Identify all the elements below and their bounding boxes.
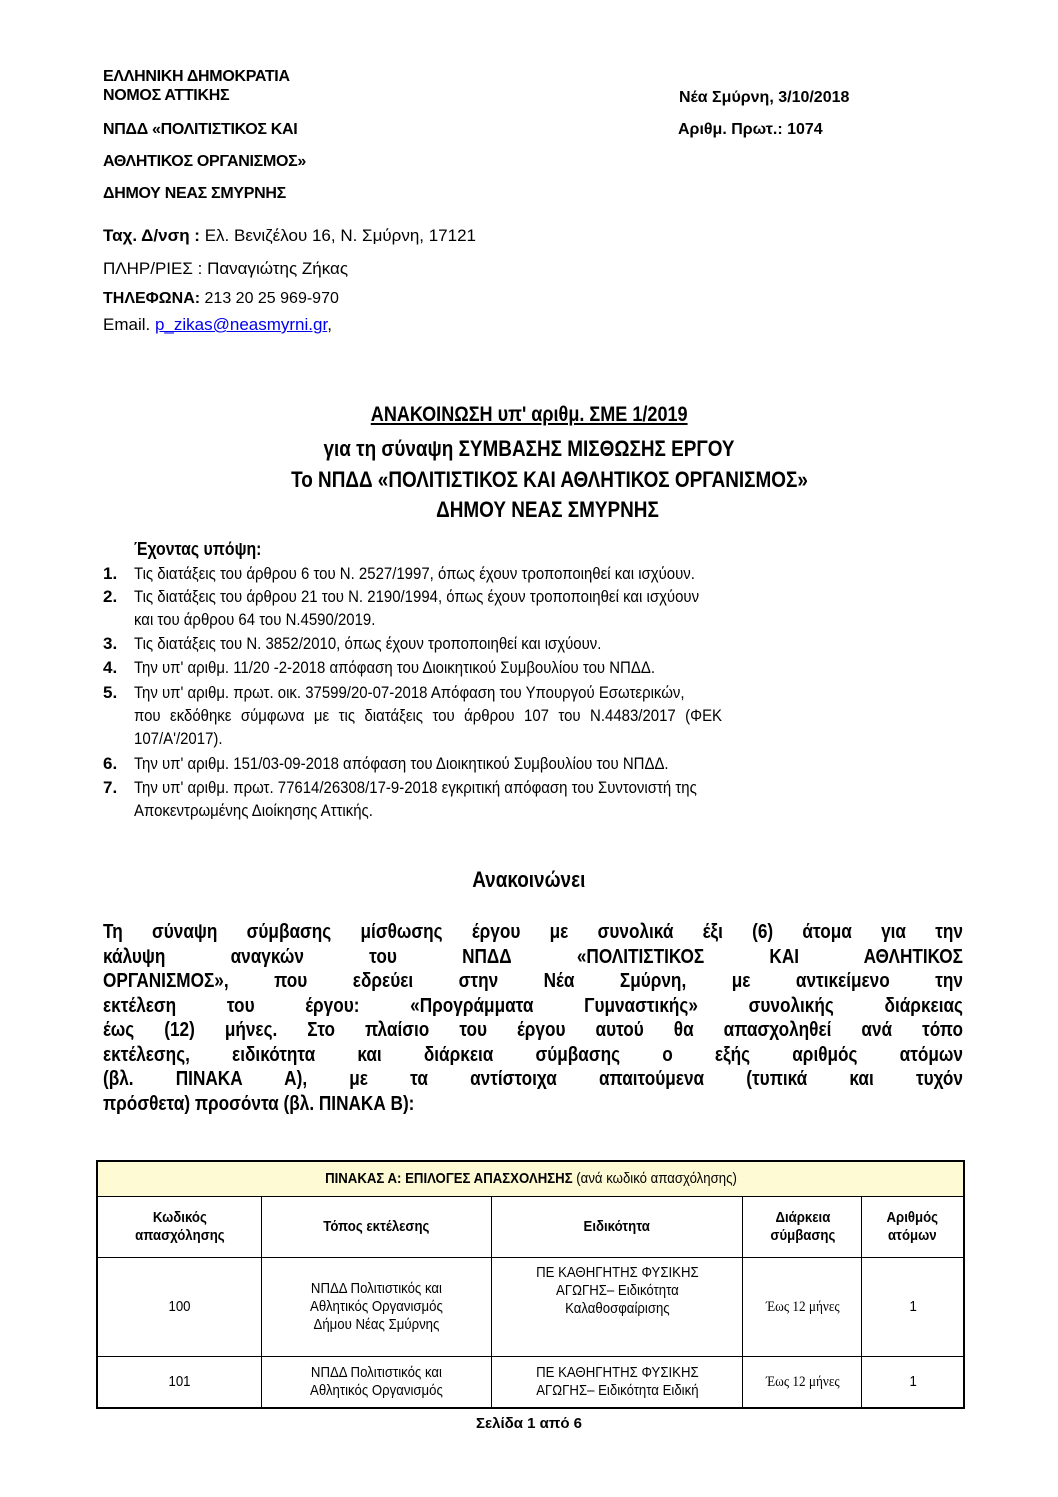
item-number: 3. (103, 634, 118, 653)
email-line (103, 315, 332, 335)
announcement-subtitle-2: Το ΝΠΔΔ «ΠΟΛΙΤΙΣΤΙΚΟΣ ΚΑΙ ΑΘΛΗΤΙΚΟΣ ΟΡΓΑΝΙΣΜΟΣ» (290, 467, 808, 492)
cell-count: 1 (862, 1258, 964, 1357)
item-number: 7. (103, 778, 118, 797)
item-number: 5. (103, 683, 118, 702)
table-header-row (97, 1197, 964, 1258)
contact-person-label: ΠΛΗΡ/ΡΙΕΣ : (103, 259, 208, 278)
document-page: ΕΛΛΗΝΙΚΗ ΔΗΜΟΚΡΑΤΙΑ ΝΟΜΟΣ ΑΤΤΙΚΗΣ ΝΠΔΔ «ΠΟΛΙΤΙΣΤΙΚΟΣ ΚΑΙ ΑΘΛΗΤΙΚΟΣ ΟΡΓΑΝΙΣΜΟΣ» ΔΗΜΟΥ ΝΕΑΣ ΣΜΥΡΝΗΣ Νέα Σμύρνη, 3/10/2018 Αριθμ. Πρωτ.: 1074 Ταχ. Δ/νση : Ελ. Βενιζέλου 16, Ν. Σμύρνη, 17121 ΠΛΗΡ/ΡΙΕΣ : Παναγιώτης Ζήκας ΤΗΛΕΦΩΝΑ: 213 20 25 969-970 Email. p_zikas@neasmyrni.gr, ΑΝΑΚΟΙΝΩΣΗ υπ' αριθμ. ΣΜΕ 1/2019 για τη σύναψη ΣΥΜΒΑΣΗΣ ΜΙΣΘΩΣΗΣ ΕΡΓΟΥ Το ΝΠΔΔ «ΠΟΛΙΤΙΣΤΙΚΟΣ ΚΑΙ ΑΘΛΗΤΙΚΟΣ ΟΡΓΑΝΙΣΜΟΣ» ΔΗΜΟΥ ΝΕΑΣ ΣΜΥΡΝΗΣ Έχοντας υπόψη: 1. Τις διατάξεις του άρθρου 6 του Ν. 2527/1997, όπως έχουν τροποποιηθεί και ισχύουν. 2. Τις διατάξεις του άρθρου 21 του Ν. 2190/1994, όπως έχουν τροποποιηθεί και ισχύουν και του άρθρου 64 του Ν.4590/2019. 3. Τις διατάξεις του Ν. 3852/2010, όπως έχουν τροποποιηθεί και ισχύουν. 4. Την υπ' αριθμ. 11/20 -2-2018 απόφαση του Διοικητικού Συμβουλίου του ΝΠΔΔ. 5. Την υπ' αριθμ. πρωτ. οικ. 37599/20-07-2018 Απόφαση του Υπουργού Εσωτερικών, που εκδόθηκε σύμφωνα με τις διατάξεις του άρθρου 107 του Ν.4483/2017 (ΦΕΚ 107/Α'/2017). 6. Την υπ' αριθμ. 151/03-09-2018 απόφαση του Διοικητικού Συμβουλίου του ΝΠΔΔ. 7. Την υπ' αριθμ. πρωτ. 77614/26308/17-9-2018 εγκριτική απόφαση του Συντονιστή της Αποκεντρωμένης Διοίκησης Αττικής. Ανακοινώνει Τη σύναψη σύμβασης μίσθωσης έργου με συνολικά έξι (6) άτομα για την κάλυψη αναγκών του ΝΠΔΔ «ΠΟΛΙΤΙΣΤΙΚΟΣ ΚΑΙ ΑΘΛΗΤΙΚΟΣ ΟΡΓΑΝΙΣΜΟΣ», που εδρεύει στην Νέα Σμύρνη, με αντικείμενο την εκτέλεση του έργου: «Προγράμματα Γυμναστικής» συνολικής διάρκειας έως (12) μήνες. Στο πλαίσιο του έργου αυτού θα απασχοληθεί ανά τόπο εκτέλεσης, ειδικότητα και διάρκεια σύμβασης ο εξής αριθμός ατόμων (βλ. ΠΙΝΑΚΑ Α), με τα αντίστοιχα απαιτούμενα (τυπικά και τυχόν πρόσθετα) προσόντα (βλ. ΠΙΝΑΚΑ Β): ΠΙΝΑΚΑΣ Α: ΕΠΙΛΟΓΕΣ ΑΠΑΣΧΟΛΗΣΗΣ (ανά κωδικό απασχόλησης) Κωδικός απασχόλησης Τόπος εκτέλεσης Ειδικότητα Διάρκεια σύμβασης Αριθμός ατόμων 100 ΝΠΔΔ Πολιτιστικός και Αθλητικός Οργανισμός Δήμου Νέας Σμύρνης ΠΕ ΚΑΘΗΓΗΤΗΣ ΦΥΣΙΚΗΣ ΑΓΩΓΗΣ– Ειδικότητα Καλαθοσφαίρισης Έως 12 μήνες 1 101 ΝΠΔΔ Πολιτιστικός και Αθλητικός Οργανισμός ΠΕ ΚΑΘΗΓΗΤΗΣ ΦΥΣΙΚΗΣ ΑΓΩΓΗΣ– Ειδικότητα Ειδική Έως 12 μήνες 1 Σελίδα 1 από 6 (0, 0, 1058, 1497)
phone-value: 213 20 25 969-970 (200, 290, 339, 307)
phone-line (103, 290, 339, 308)
issuer-line-org-2: ΑΘΛΗΤΙΚΟΣ ΟΡΓΑΝΙΣΜΟΣ» (103, 153, 307, 170)
cell-code: 101 (97, 1357, 262, 1409)
item-number: 1. (103, 564, 118, 583)
email-suffix: , (327, 315, 332, 334)
address-line (103, 226, 476, 246)
cell-duration: Έως 12 μήνες (743, 1357, 862, 1409)
column-header-duration: Διάρκεια σύμβασης (743, 1197, 862, 1258)
item-number: 6. (103, 754, 118, 773)
contact-person-value: Παναγιώτης Ζήκας (207, 259, 349, 278)
table-caption: ΠΙΝΑΚΑΣ Α: ΕΠΙΛΟΓΕΣ ΑΠΑΣΧΟΛΗΣΗΣ (ανά κωδικό απασχόλησης) (97, 1161, 964, 1197)
address-label: Ταχ. Δ/νση : (103, 226, 200, 245)
announcement-subtitle-1: για τη σύναψη ΣΥΜΒΑΣΗΣ ΜΙΣΘΩΣΗΣ ΕΡΓΟΥ (323, 436, 735, 461)
table-caption-row (97, 1161, 964, 1197)
cell-code: 100 (97, 1258, 262, 1357)
announcement-paragraph: Τη σύναψη σύμβασης μίσθωσης έργου με συνολικά έξι (6) άτομα για την κάλυψη αναγκών του ΝΠΔΔ «ΠΟΛΙΤΙΣΤΙΚΟΣ ΚΑΙ ΑΘΛΗΤΙΚΟΣ ΟΡΓΑΝΙΣΜΟΣ», που εδρεύει στην Νέα Σμύρνη, με αντικείμενο την εκτέλεση του έργου: «Προγράμματα Γυμναστικής» συνολικής διάρκειας έως (12) μήνες. Στο πλαίσιο του έργου αυτού θα απασχοληθεί ανά τόπο εκτέλεσης, ειδικότητα και διάρκεια σύμβασης ο εξής αριθμός ατόμων (βλ. ΠΙΝΑΚΑ Α), με τα αντίστοιχα απαιτούμενα (τυπικά και τυχόν πρόσθετα) προσόντα (βλ. ΠΙΝΑΚΑ Β): (103, 921, 963, 1115)
announcement-subtitle-3: ΔΗΜΟΥ ΝΕΑΣ ΣΜΥΡΝΗΣ (435, 497, 659, 522)
email-link[interactable]: p_zikas@neasmyrni.gr (154, 315, 328, 334)
contact-person-line (103, 259, 348, 279)
cell-place: ΝΠΔΔ Πολιτιστικός και Αθλητικός Οργανισμός Δήμου Νέας Σμύρνης (262, 1258, 491, 1357)
address-value: Ελ. Βενιζέλου 16, Ν. Σμύρνη, 17121 (199, 226, 477, 245)
issuer-line-org-1: ΝΠΔΔ «ΠΟΛΙΤΙΣΤΙΚΟΣ ΚΑΙ (103, 121, 298, 138)
table-row (97, 1258, 964, 1357)
issuer-line-municipality: ΔΗΜΟΥ ΝΕΑΣ ΣΜΥΡΝΗΣ (103, 185, 286, 202)
issuer-line-country: ΕΛΛΗΝΙΚΗ ΔΗΜΟΚΡΑΤΙΑ (103, 68, 290, 85)
announcement-title: ΑΝΑΚΟΙΝΩΣΗ υπ' αριθμ. ΣΜΕ 1/2019 (370, 403, 688, 426)
cell-specialty: ΠΕ ΚΑΘΗΓΗΤΗΣ ΦΥΣΙΚΗΣ ΑΓΩΓΗΣ– Ειδικότητα Ειδική (491, 1357, 743, 1409)
place-date: Νέα Σμύρνη, 3/10/2018 (679, 89, 850, 106)
item-number: 4. (103, 658, 118, 677)
phone-label: ΤΗΛΕΦΩΝΑ: (103, 290, 201, 307)
column-header-code: Κωδικός απασχόλησης (97, 1197, 262, 1258)
column-header-count: Αριθμός ατόμων (862, 1197, 964, 1258)
cell-place: ΝΠΔΔ Πολιτιστικός και Αθλητικός Οργανισμός (262, 1357, 491, 1409)
employment-options-table (96, 1160, 965, 1409)
table-row (97, 1357, 964, 1409)
page-number: Σελίδα 1 από 6 (475, 1415, 582, 1432)
issuer-line-prefecture: ΝΟΜΟΣ ΑΤΤΙΚΗΣ (103, 87, 230, 104)
column-header-place: Τόπος εκτέλεσης (262, 1197, 491, 1258)
item-number: 2. (103, 587, 118, 606)
cell-count: 1 (862, 1357, 964, 1409)
announces-heading: Ανακοινώνει (472, 867, 586, 892)
considering-heading: Έχοντας υπόψη: (134, 539, 262, 559)
column-header-specialty: Ειδικότητα (491, 1197, 743, 1258)
email-label: Email. (103, 315, 155, 334)
protocol-number: Αριθμ. Πρωτ.: 1074 (678, 121, 823, 138)
issuer-block (103, 67, 290, 105)
cell-duration: Έως 12 μήνες (743, 1258, 862, 1357)
cell-specialty: ΠΕ ΚΑΘΗΓΗΤΗΣ ΦΥΣΙΚΗΣ ΑΓΩΓΗΣ– Ειδικότητα Καλαθοσφαίρισης (491, 1258, 743, 1357)
